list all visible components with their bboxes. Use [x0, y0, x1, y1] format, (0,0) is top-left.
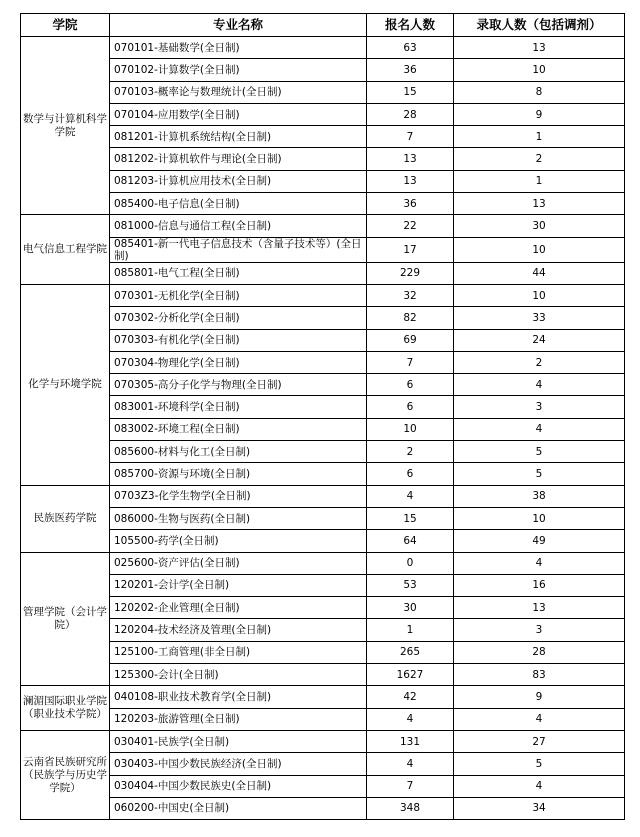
applicants-cell: 53	[367, 574, 454, 596]
table-row	[21, 262, 625, 284]
applicants-cell: 7	[367, 126, 454, 148]
header-school: 学院	[21, 14, 110, 37]
major-cell: 070303-有机化学(全日制)	[110, 329, 367, 351]
major-cell: 030404-中国少数民族史(全日制)	[110, 775, 367, 797]
admitted-cell: 3	[454, 396, 625, 418]
admitted-cell: 83	[454, 664, 625, 686]
applicants-cell: 13	[367, 148, 454, 170]
major-cell: 085400-电子信息(全日制)	[110, 193, 367, 215]
major-cell: 040108-职业技术教育学(全日制)	[110, 686, 367, 708]
admitted-cell: 1	[454, 126, 625, 148]
school-cell: 化学与环境学院	[21, 284, 110, 485]
admitted-cell: 10	[454, 59, 625, 81]
admitted-cell: 9	[454, 103, 625, 125]
applicants-cell: 0	[367, 552, 454, 574]
applicants-cell: 28	[367, 103, 454, 125]
admitted-cell: 34	[454, 797, 625, 819]
admitted-cell: 1	[454, 170, 625, 192]
major-cell: 083002-环境工程(全日制)	[110, 418, 367, 440]
applicants-cell: 36	[367, 193, 454, 215]
header-major: 专业名称	[110, 14, 367, 37]
table-row	[21, 708, 625, 730]
applicants-cell: 1	[367, 619, 454, 641]
applicants-cell: 229	[367, 262, 454, 284]
table-row	[21, 619, 625, 641]
table-row	[21, 686, 625, 708]
table-row	[21, 775, 625, 797]
admitted-cell: 2	[454, 148, 625, 170]
admitted-cell: 2	[454, 351, 625, 373]
major-cell: 070301-无机化学(全日制)	[110, 284, 367, 306]
major-cell: 070302-分析化学(全日制)	[110, 307, 367, 329]
applicants-cell: 1627	[367, 664, 454, 686]
table-row	[21, 81, 625, 103]
applicants-cell: 265	[367, 641, 454, 663]
table-row	[21, 797, 625, 819]
admitted-cell: 16	[454, 574, 625, 596]
table-row	[21, 574, 625, 596]
table-row	[21, 597, 625, 619]
table-row	[21, 215, 625, 237]
major-cell: 060200-中国史(全日制)	[110, 797, 367, 819]
applicants-cell: 4	[367, 485, 454, 507]
admitted-cell: 49	[454, 530, 625, 552]
admitted-cell: 5	[454, 441, 625, 463]
table-row	[21, 237, 625, 262]
applicants-cell: 4	[367, 708, 454, 730]
table-row	[21, 170, 625, 192]
major-cell: 025600-资产评估(全日制)	[110, 552, 367, 574]
table-row	[21, 507, 625, 529]
applicants-cell: 7	[367, 775, 454, 797]
school-cell: 管理学院（会计学院）	[21, 552, 110, 686]
applicants-cell: 2	[367, 441, 454, 463]
major-cell: 105500-药学(全日制)	[110, 530, 367, 552]
applicants-cell: 42	[367, 686, 454, 708]
major-cell: 086000-生物与医药(全日制)	[110, 507, 367, 529]
major-cell: 0703Z3-化学生物学(全日制)	[110, 485, 367, 507]
applicants-cell: 7	[367, 351, 454, 373]
applicants-cell: 13	[367, 170, 454, 192]
school-cell: 民族医药学院	[21, 485, 110, 552]
major-cell: 085700-资源与环境(全日制)	[110, 463, 367, 485]
major-cell: 070104-应用数学(全日制)	[110, 103, 367, 125]
header-admitted: 录取人数（包括调剂）	[454, 14, 625, 37]
admitted-cell: 4	[454, 708, 625, 730]
applicants-cell: 30	[367, 597, 454, 619]
table-row	[21, 307, 625, 329]
major-cell: 070305-高分子化学与物理(全日制)	[110, 374, 367, 396]
table-row	[21, 148, 625, 170]
table-row	[21, 351, 625, 373]
admitted-cell: 33	[454, 307, 625, 329]
major-cell: 081202-计算机软件与理论(全日制)	[110, 148, 367, 170]
applicants-cell: 4	[367, 753, 454, 775]
table-row	[21, 418, 625, 440]
major-cell: 085801-电气工程(全日制)	[110, 262, 367, 284]
table-row	[21, 193, 625, 215]
major-cell: 070304-物理化学(全日制)	[110, 351, 367, 373]
table-row	[21, 37, 625, 59]
major-cell: 083001-环境科学(全日制)	[110, 396, 367, 418]
admitted-cell: 4	[454, 374, 625, 396]
major-cell: 030401-民族学(全日制)	[110, 730, 367, 752]
table-row	[21, 530, 625, 552]
table-row	[21, 641, 625, 663]
admitted-cell: 9	[454, 686, 625, 708]
admitted-cell: 13	[454, 37, 625, 59]
table-row	[21, 664, 625, 686]
admitted-cell: 38	[454, 485, 625, 507]
major-cell: 125300-会计(全日制)	[110, 664, 367, 686]
table-row	[21, 485, 625, 507]
table-body	[21, 37, 625, 820]
applicants-cell: 6	[367, 374, 454, 396]
school-cell: 电气信息工程学院	[21, 215, 110, 285]
header-row	[21, 14, 625, 37]
header-applicants: 报名人数	[367, 14, 454, 37]
admitted-cell: 8	[454, 81, 625, 103]
major-cell: 120203-旅游管理(全日制)	[110, 708, 367, 730]
major-cell: 081203-计算机应用技术(全日制)	[110, 170, 367, 192]
applicants-cell: 6	[367, 396, 454, 418]
admitted-cell: 30	[454, 215, 625, 237]
applicants-cell: 131	[367, 730, 454, 752]
admissions-table-container	[20, 13, 625, 820]
applicants-cell: 64	[367, 530, 454, 552]
table-row	[21, 329, 625, 351]
school-cell: 澜湄国际职业学院（职业技术学院）	[21, 686, 110, 731]
applicants-cell: 82	[367, 307, 454, 329]
admitted-cell: 3	[454, 619, 625, 641]
major-cell: 125100-工商管理(非全日制)	[110, 641, 367, 663]
admitted-cell: 4	[454, 552, 625, 574]
school-cell: 云南省民族研究所（民族学与历史学学院）	[21, 730, 110, 819]
major-cell: 070103-概率论与数理统计(全日制)	[110, 81, 367, 103]
admitted-cell: 13	[454, 597, 625, 619]
admitted-cell: 10	[454, 284, 625, 306]
applicants-cell: 69	[367, 329, 454, 351]
applicants-cell: 63	[367, 37, 454, 59]
major-cell: 085401-新一代电子信息技术（含量子技术等）(全日制)	[110, 237, 367, 262]
admitted-cell: 10	[454, 507, 625, 529]
major-cell: 081201-计算机系统结构(全日制)	[110, 126, 367, 148]
applicants-cell: 10	[367, 418, 454, 440]
table-row	[21, 103, 625, 125]
school-cell: 数学与计算机科学学院	[21, 37, 110, 215]
table-row	[21, 552, 625, 574]
admitted-cell: 4	[454, 775, 625, 797]
applicants-cell: 22	[367, 215, 454, 237]
major-cell: 030403-中国少数民族经济(全日制)	[110, 753, 367, 775]
admitted-cell: 10	[454, 237, 625, 262]
applicants-cell: 6	[367, 463, 454, 485]
table-row	[21, 753, 625, 775]
table-row	[21, 126, 625, 148]
major-cell: 120202-企业管理(全日制)	[110, 597, 367, 619]
applicants-cell: 32	[367, 284, 454, 306]
admitted-cell: 4	[454, 418, 625, 440]
major-cell: 120204-技术经济及管理(全日制)	[110, 619, 367, 641]
applicants-cell: 15	[367, 81, 454, 103]
applicants-cell: 17	[367, 237, 454, 262]
table-row	[21, 59, 625, 81]
table-row	[21, 396, 625, 418]
applicants-cell: 15	[367, 507, 454, 529]
table-row	[21, 441, 625, 463]
table-row	[21, 284, 625, 306]
major-cell: 085600-材料与化工(全日制)	[110, 441, 367, 463]
admitted-cell: 44	[454, 262, 625, 284]
admitted-cell: 27	[454, 730, 625, 752]
table-row	[21, 730, 625, 752]
applicants-cell: 348	[367, 797, 454, 819]
admitted-cell: 13	[454, 193, 625, 215]
applicants-cell: 36	[367, 59, 454, 81]
major-cell: 070101-基础数学(全日制)	[110, 37, 367, 59]
admitted-cell: 5	[454, 753, 625, 775]
admitted-cell: 28	[454, 641, 625, 663]
admitted-cell: 5	[454, 463, 625, 485]
table-row	[21, 463, 625, 485]
major-cell: 070102-计算数学(全日制)	[110, 59, 367, 81]
admissions-table	[20, 13, 625, 820]
admitted-cell: 24	[454, 329, 625, 351]
table-row	[21, 374, 625, 396]
major-cell: 081000-信息与通信工程(全日制)	[110, 215, 367, 237]
major-cell: 120201-会计学(全日制)	[110, 574, 367, 596]
